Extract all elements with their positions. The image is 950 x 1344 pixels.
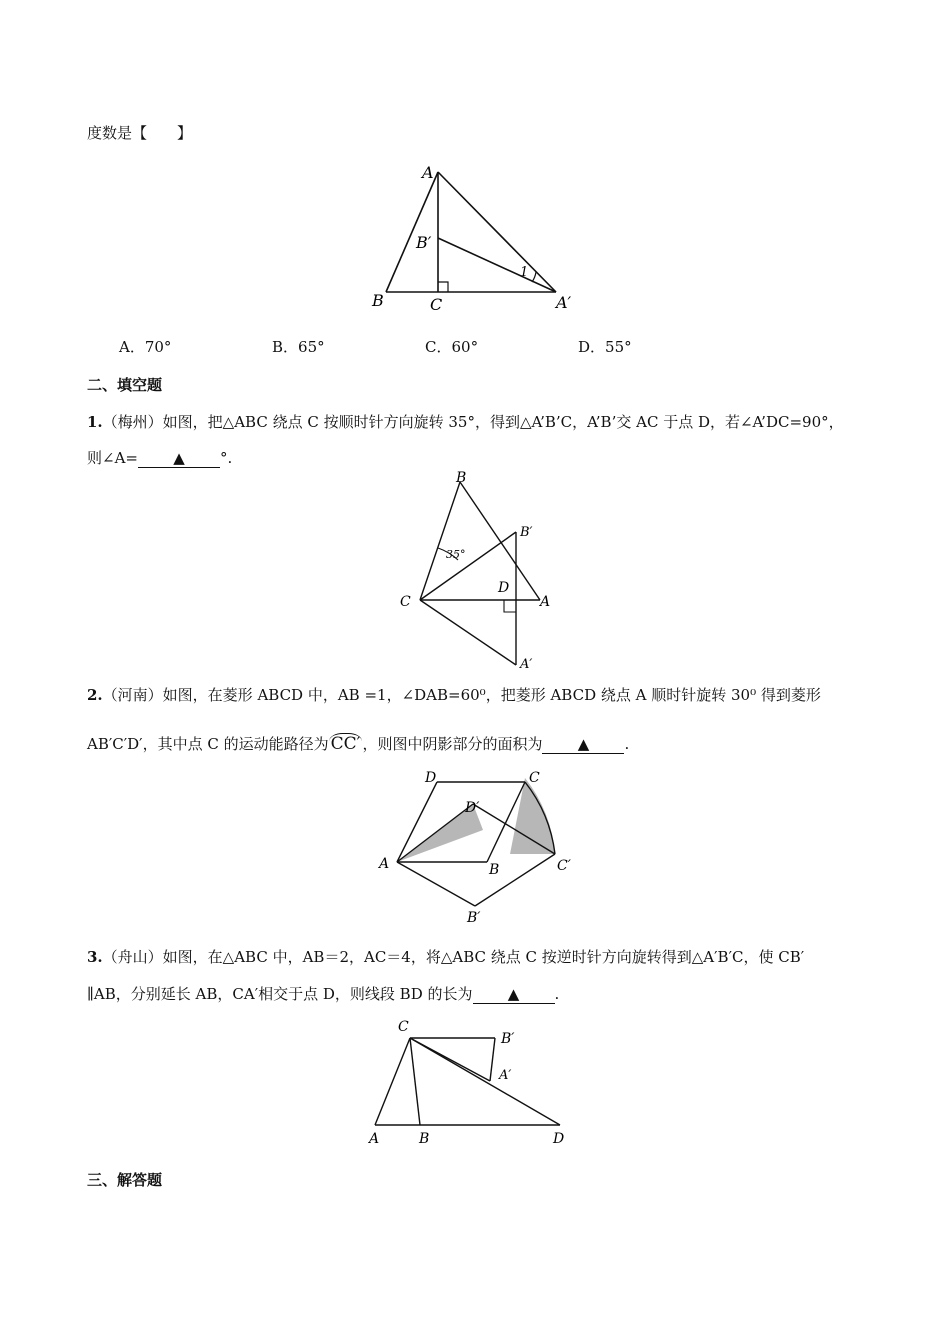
q3-label-B: B bbox=[419, 1131, 430, 1147]
option-d: D．55° bbox=[578, 338, 632, 356]
q3-text1: （舟山）如图，在△ABC 中，AB＝2，AC＝4，将△ABC 绕点 C 按逆时针方向旋转得到△A′B′C，使 CB′ bbox=[102, 948, 805, 966]
section-answer-title: 三、解答题 bbox=[87, 1171, 163, 1189]
q1-segment-CA' bbox=[420, 600, 516, 665]
q2-arc-notation: CC′ bbox=[330, 734, 361, 754]
q2-shaded-right bbox=[510, 778, 555, 854]
q2-label-D: D bbox=[425, 770, 437, 786]
q1-line1 bbox=[87, 411, 844, 432]
q2-line1 bbox=[87, 684, 821, 705]
fig1-angle-arc bbox=[532, 272, 536, 282]
q2-text1: （河南）如图，在菱形 ABCD 中，AB =1，∠DAB=60⁰，把菱形 ABCD 绕点 A 顺时针旋转 30⁰ 得到菱形 bbox=[102, 686, 821, 704]
q3-number: 3. bbox=[87, 948, 103, 966]
intro-line: 度数是【 】 bbox=[87, 124, 193, 142]
q1-line2 bbox=[87, 447, 232, 468]
q3-line2 bbox=[87, 983, 559, 1004]
q2-text2: AB′C′D′，其中点 C 的运动能路径为 bbox=[87, 735, 329, 753]
q3-segment-CD bbox=[410, 1038, 560, 1125]
q3-text2: ∥AB，分别延长 AB，CA′相交于点 D，则线段 BD 的长为 bbox=[87, 985, 473, 1003]
option-b: B．65° bbox=[272, 338, 325, 356]
q2-text2-mid: ，则图中阴影部分的面积为 bbox=[362, 735, 543, 753]
option-c: C．60° bbox=[425, 338, 479, 356]
fig1-right-angle bbox=[438, 282, 448, 292]
fig1-label-B: B bbox=[372, 291, 384, 310]
q3-segment-B'A' bbox=[490, 1038, 495, 1081]
q2-number: 2. bbox=[87, 686, 103, 704]
figure-q2 bbox=[375, 768, 585, 926]
q3-line1 bbox=[87, 946, 804, 967]
q2-line2 bbox=[87, 733, 629, 754]
q3-label-Bp: B′ bbox=[501, 1031, 515, 1047]
fig1-label-angle1: 1 bbox=[520, 265, 529, 280]
q2-label-Cp: C′ bbox=[557, 858, 571, 874]
q3-segment-CA bbox=[375, 1038, 410, 1125]
fig1-segment-AB bbox=[386, 172, 438, 292]
q1-label-B: B bbox=[456, 470, 467, 486]
q1-answer-blank[interactable]: ▲ bbox=[138, 449, 220, 468]
q3-segment-CB bbox=[410, 1038, 420, 1125]
q2-text2-suffix: . bbox=[624, 735, 630, 753]
q3-answer-blank[interactable]: ▲ bbox=[473, 985, 555, 1004]
figure-q3 bbox=[365, 1015, 580, 1150]
q3-label-D: D bbox=[553, 1131, 565, 1147]
q2-label-Bp: B′ bbox=[467, 910, 481, 926]
fig1-segment-AA' bbox=[438, 172, 556, 292]
q3-label-C: C bbox=[398, 1019, 409, 1035]
q2-label-Dp: D′ bbox=[465, 800, 480, 816]
section-fill-in-title: 二、填空题 bbox=[87, 376, 163, 394]
q2-label-A: A bbox=[379, 856, 390, 872]
q3-segment-CA' bbox=[410, 1038, 490, 1081]
q1-label-angle: 35° bbox=[446, 548, 466, 561]
fig1-label-Ap: A′ bbox=[556, 293, 572, 312]
q1-label-Bp: B′ bbox=[520, 525, 533, 540]
q1-label-A: A bbox=[540, 594, 551, 610]
q1-text1: （梅州）如图，把△ABC 绕点 C 按顺时针方向旋转 35°，得到△A’B’C，A’B’交 AC 于点 D，若∠A’DC=90°， bbox=[102, 413, 844, 431]
q3-label-A: A bbox=[369, 1131, 380, 1147]
fig1-label-C: C bbox=[430, 295, 443, 314]
q1-text2-suffix: °. bbox=[219, 449, 233, 467]
q3-text2-suffix: . bbox=[554, 985, 560, 1003]
figure-1 bbox=[360, 160, 590, 315]
fig1-segment-B'A' bbox=[438, 238, 556, 292]
fig1-label-Bp: B′ bbox=[416, 233, 432, 252]
q3-label-Ap: A′ bbox=[499, 1068, 512, 1083]
q1-label-C: C bbox=[400, 594, 411, 610]
q2-label-B: B bbox=[489, 862, 500, 878]
q2-segment-AB' bbox=[397, 862, 475, 906]
q2-answer-blank[interactable]: ▲ bbox=[542, 735, 624, 754]
q1-number: 1. bbox=[87, 413, 103, 431]
q2-label-C: C bbox=[529, 770, 540, 786]
q1-label-Ap: A′ bbox=[520, 657, 533, 672]
q1-right-angle bbox=[504, 600, 516, 612]
q1-label-D: D bbox=[498, 580, 510, 596]
q1-text2: 则∠A= bbox=[87, 449, 138, 467]
q1-segment-CB bbox=[420, 482, 460, 600]
fig1-label-A: A bbox=[422, 163, 434, 182]
figure-q1 bbox=[390, 470, 565, 675]
option-a: A．70° bbox=[119, 338, 172, 356]
